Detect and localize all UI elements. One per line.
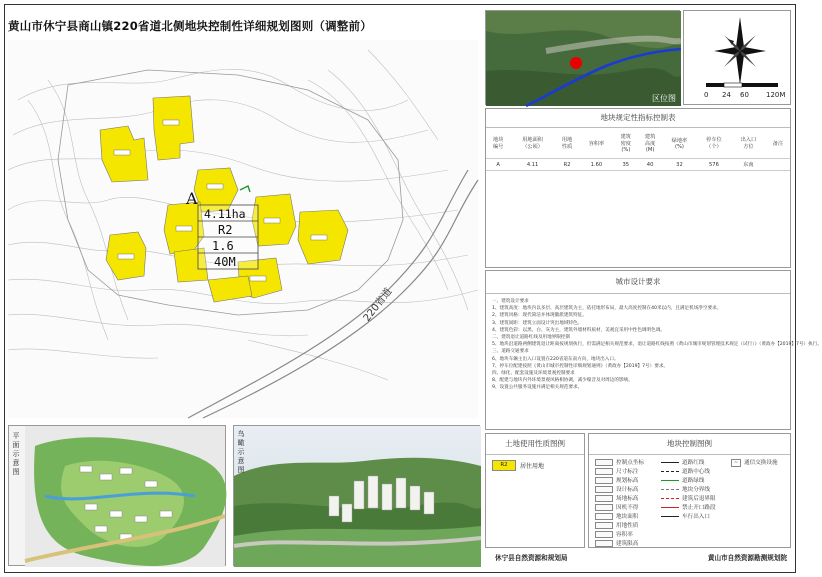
control-table-header: 备注 bbox=[766, 128, 790, 159]
legend-item: 地块面积 bbox=[595, 512, 638, 520]
control-table-panel bbox=[485, 108, 791, 268]
compass-scale-panel: 0 24 60 120M bbox=[683, 10, 791, 105]
page-title: 黄山市休宁县商山镇220省道北侧地块控制性详细规划图则（调整前） bbox=[8, 19, 372, 33]
requirement-line: 三、道路交通要求 bbox=[492, 349, 529, 355]
requirement-line: 四、绿化、配套设施及环境景观控制要求 bbox=[492, 371, 575, 377]
land-use-legend bbox=[485, 433, 585, 548]
footer-right: 黄山市自然资源勘测规划院 bbox=[707, 554, 787, 562]
requirement-line: 9、设置公共服务设施并满足相关规范要求。 bbox=[492, 385, 583, 391]
footer bbox=[485, 550, 791, 566]
control-table-header: 用地 性质 bbox=[555, 128, 579, 159]
legend-item: 道路中心线 bbox=[661, 467, 710, 475]
legend-item: 建筑后退界限 bbox=[661, 494, 716, 502]
legend-item: 用地性质 bbox=[595, 521, 638, 529]
control-legend-title: 地块控制图例 bbox=[589, 434, 790, 455]
land-use-legend-title: 土地使用性质图例 bbox=[486, 434, 584, 455]
location-map-label: 区位图 bbox=[652, 94, 676, 103]
requirement-line: 6、地块车辆主出入口设置在220省道东南方向，地块出入口。 bbox=[492, 356, 619, 362]
table-cell: 40 bbox=[638, 159, 662, 171]
legend-item: 禁止开口路段 bbox=[661, 503, 716, 511]
footer-left: 休宁县自然资源和规划局 bbox=[495, 554, 568, 562]
height-label: 40M bbox=[214, 255, 236, 269]
control-table-title: 地块规定性指标控制表 bbox=[486, 109, 790, 128]
control-table-header: 地块 编号 bbox=[486, 128, 510, 159]
r2-swatch: R2 bbox=[492, 460, 516, 471]
control-table-header: 停车位 （个） bbox=[697, 128, 731, 159]
table-cell: 4.11 bbox=[510, 159, 555, 171]
road-label: 220省道 bbox=[361, 286, 395, 324]
requirement-line: 2、建筑风格：现代简洁并体现徽派建筑特征。 bbox=[492, 313, 587, 319]
control-table-header: 绿地率 (%) bbox=[662, 128, 696, 159]
block-id-label: A bbox=[186, 189, 198, 208]
requirement-line: 4、建筑色彩：以黑、白、灰为主，建筑外墙材料质材，美观宜采用中性色调明色调。 bbox=[492, 327, 665, 333]
entrance-arrow-icon bbox=[240, 186, 250, 192]
location-map bbox=[485, 10, 680, 105]
table-cell: 1.60 bbox=[579, 159, 613, 171]
far-label: 1.6 bbox=[212, 239, 234, 253]
requirement-line: 3、建筑间距：建筑立面设计突出地域特色。 bbox=[492, 320, 583, 326]
compass-icon bbox=[684, 11, 792, 91]
legend-item: 因机不得 bbox=[595, 503, 638, 511]
requirement-line: 7、停车位配建按照《黄山市城市控制性详细规划通则》（黄政办【2019】7号）要求。 bbox=[492, 363, 669, 369]
legend-item: 场地标高 bbox=[595, 494, 638, 502]
plan-view-image bbox=[25, 426, 225, 567]
legend-item: 车行出入口 bbox=[661, 512, 710, 520]
control-table-header: 建筑 高度 (M) bbox=[638, 128, 662, 159]
birds-eye-label: 鸟 瞰 示 意 图 bbox=[237, 430, 245, 474]
requirement-line: 二、建筑退让道路红线及用地界限控制 bbox=[492, 335, 571, 341]
block-area-label: 4.11ha bbox=[204, 207, 246, 221]
design-requirements-body bbox=[486, 294, 822, 396]
plan-view-panel bbox=[8, 425, 226, 566]
requirement-line: 5、地块沿道路两侧建筑退让距离按规划执行，但需满足相关规范要求，退让道路红线按照《黄山市城市规划管理技术规定（试行）》（黄政办【2019】7号）执行。 bbox=[492, 342, 822, 348]
table-cell: 32 bbox=[662, 159, 696, 171]
table-cell: 576 bbox=[697, 159, 731, 171]
requirement-line: 1、建筑高度：地块内以多层、高层建筑为主，依托地形布局，最大高度控制在40米以内，且满足机场净空要求。 bbox=[492, 306, 722, 312]
site-location-dot bbox=[570, 57, 582, 69]
design-requirements-title: 城市设计要求 bbox=[486, 271, 790, 294]
legend-item: ~ 通信交换设施 bbox=[731, 458, 778, 467]
table-cell bbox=[766, 159, 790, 171]
plan-view-label: 平 面 示 意 图 bbox=[12, 432, 20, 476]
table-cell: 35 bbox=[614, 159, 638, 171]
land-code-label: R2 bbox=[218, 223, 233, 237]
table-row bbox=[486, 159, 790, 171]
legend-item-r2: R2 居住用地 bbox=[492, 460, 544, 471]
legend-item: 尺寸标注 bbox=[595, 467, 638, 475]
legend-item: 容积率 bbox=[595, 530, 633, 538]
control-table-header: 用地面积 （公顷） bbox=[510, 128, 555, 159]
legend-item: 控制点坐标 bbox=[595, 458, 644, 466]
control-legend bbox=[588, 433, 791, 548]
legend-item: 规划标高 bbox=[595, 476, 638, 484]
legend-item: 道路红线 bbox=[661, 458, 704, 466]
control-table-header: 出入口 方位 bbox=[731, 128, 765, 159]
table-cell: A bbox=[486, 159, 510, 171]
topo-map-svg bbox=[8, 40, 478, 418]
legend-item: 设计标高 bbox=[595, 485, 638, 493]
scale-bar bbox=[706, 83, 778, 87]
legend-item: 地块分界线 bbox=[661, 485, 710, 493]
legend-item: 道路绿线 bbox=[661, 476, 704, 484]
residential-buildings bbox=[100, 96, 348, 302]
control-table bbox=[486, 128, 790, 171]
building bbox=[208, 276, 252, 302]
legend-item: 建筑限高 bbox=[595, 539, 638, 547]
table-cell: 东南 bbox=[731, 159, 765, 171]
requirement-line: 一、建筑设计要求 bbox=[492, 299, 529, 304]
table-cell: R2 bbox=[555, 159, 579, 171]
design-requirements-panel bbox=[485, 270, 822, 430]
building bbox=[153, 96, 194, 160]
planning-map bbox=[8, 40, 478, 418]
requirement-line: 8、配建与地块内外环境景观风格相协调，减少噪音及对周边的影响。 bbox=[492, 378, 633, 384]
control-table-header: 建筑 密度 (%) bbox=[614, 128, 638, 159]
birds-eye-panel bbox=[233, 425, 480, 566]
birds-eye-image bbox=[234, 426, 481, 567]
control-table-header: 容积率 bbox=[579, 128, 613, 159]
